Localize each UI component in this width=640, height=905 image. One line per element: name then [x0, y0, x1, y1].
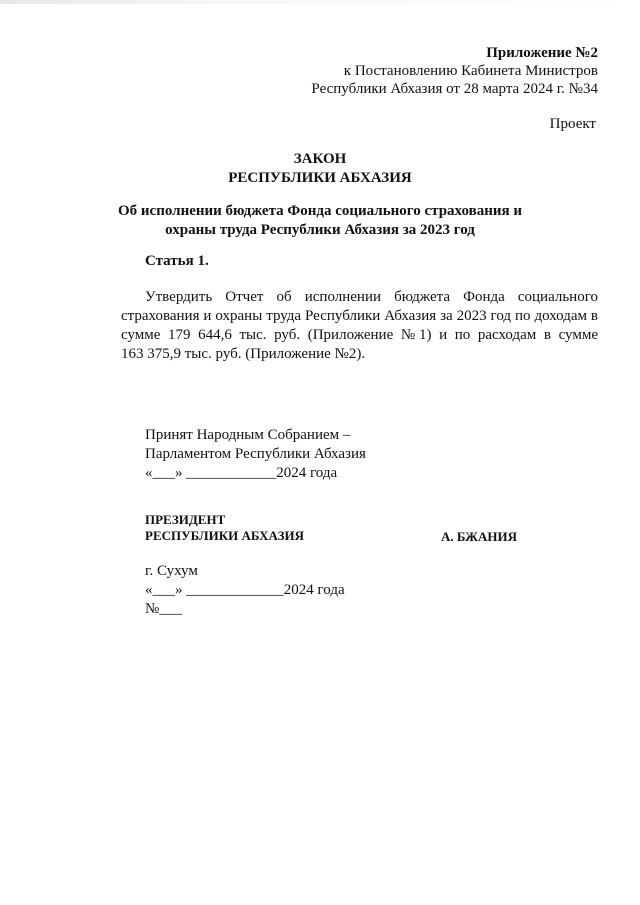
scan-edge [0, 0, 640, 4]
article-body [121, 288, 598, 364]
appendix-header [311, 44, 598, 98]
law-subject-line-1: Об исполнении бюджета Фонда социального страхования и [117, 203, 522, 219]
signature-title-line-1: ПРЕЗИДЕНТ [145, 512, 226, 527]
place-number: №___ [145, 601, 182, 617]
adoption-block [145, 426, 366, 483]
article-line-1: Утвердить Отчет об исполнении бюджета Фонда социального [145, 289, 598, 305]
place-city: г. Сухум [145, 563, 198, 579]
law-subject-line-2: охраны труда Республики Абхазия за 2023 год [165, 222, 475, 238]
signature-name: А. БЖАНИЯ [441, 529, 518, 544]
law-subject [0, 202, 640, 240]
draft-label: Проект [549, 116, 596, 132]
appendix-line-1: к Постановлению Кабинета Министров [343, 63, 598, 79]
law-title-line-2: РЕСПУБЛИКИ АБХАЗИЯ [228, 170, 412, 186]
signature-title-line-2: РЕСПУБЛИКИ АБХАЗИЯ [145, 528, 304, 543]
appendix-number: Приложение №2 [486, 45, 598, 61]
signature-title [145, 512, 304, 544]
appendix-line-2: Республики Абхазия от 28 марта 2024 г. №34 [311, 81, 598, 97]
article-line-2: страхования и охраны труда Республики Абхазия за 2023 год по доходам в [121, 308, 598, 324]
article-line-3: сумме 179 644,6 тыс. руб. (Приложение №1) и по расходам в сумме [121, 327, 598, 343]
adoption-line-2: Парламентом Республики Абхазия [145, 446, 366, 462]
article-line-4: 163 375,9 тыс. руб. (Приложение №2). [121, 346, 366, 362]
place-block [145, 562, 345, 619]
law-title-line-1: ЗАКОН [293, 151, 347, 167]
place-date: «___» _____________2024 года [145, 582, 345, 598]
law-title [0, 150, 640, 188]
article-heading: Статья 1. [145, 253, 209, 269]
adoption-line-1: Принят Народным Собранием – [145, 427, 351, 443]
adoption-date: «___» ____________2024 года [145, 465, 338, 481]
